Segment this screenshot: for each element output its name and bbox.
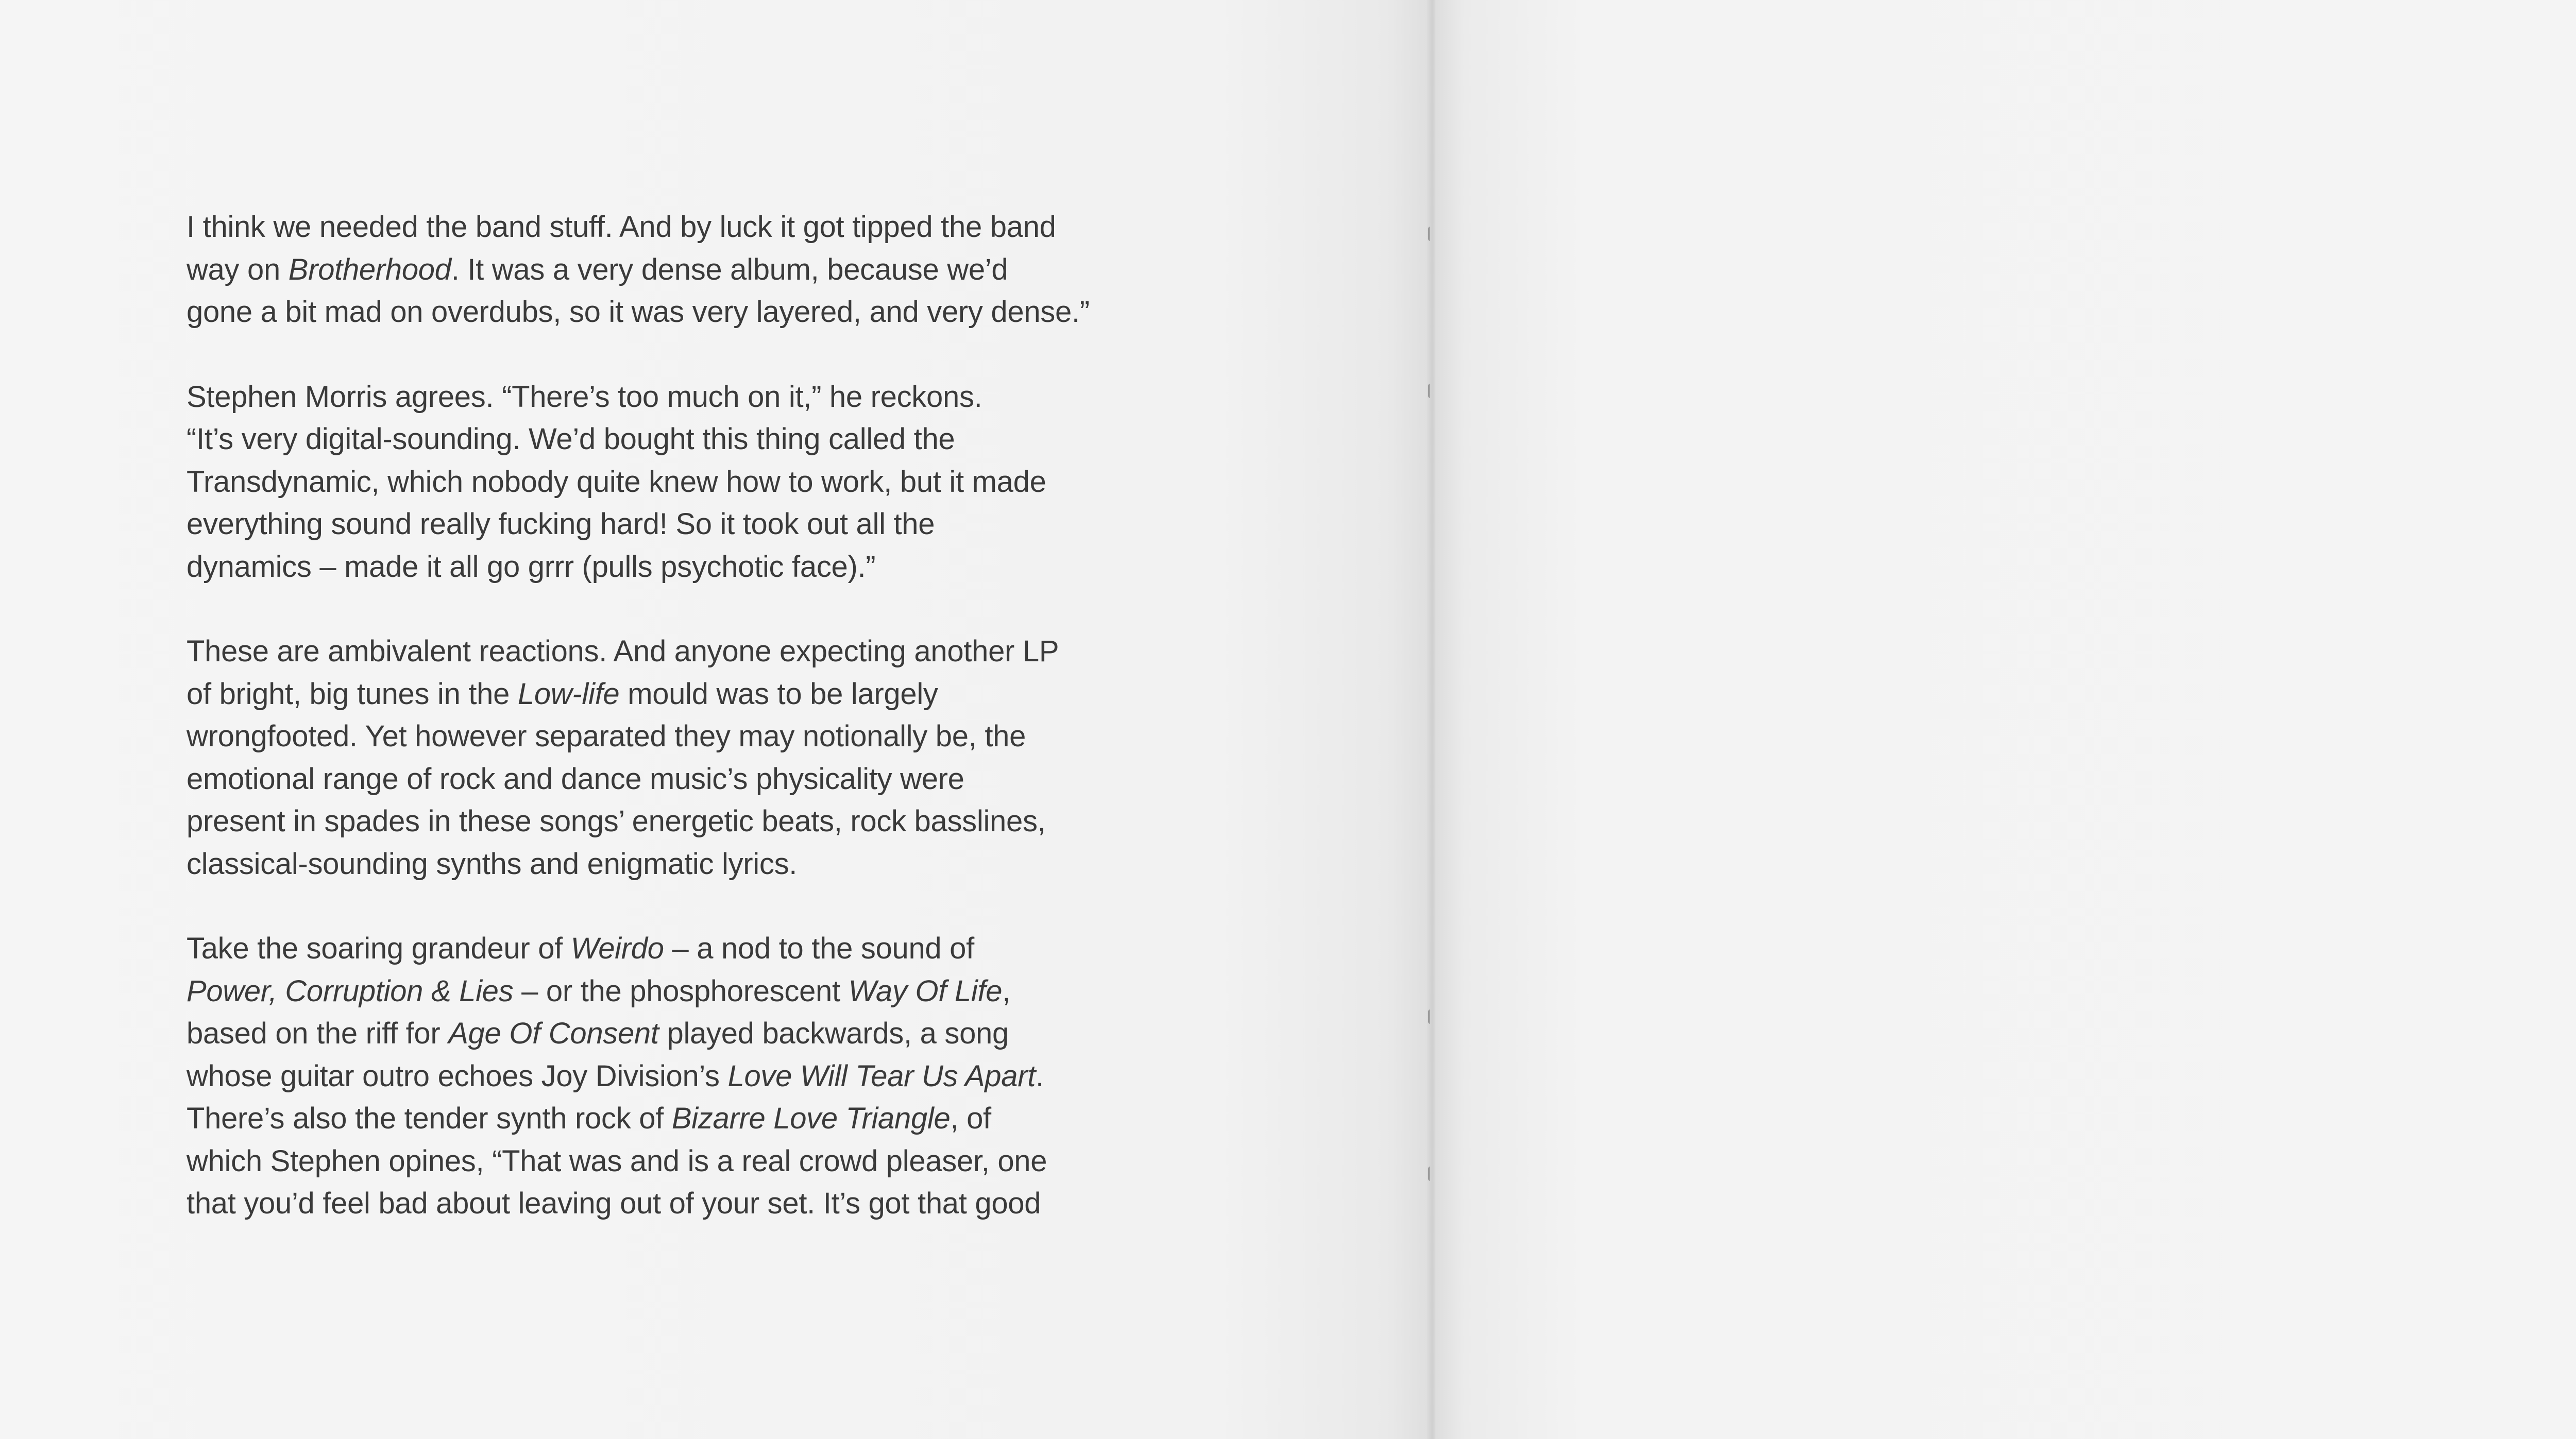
staple-lower (1428, 1009, 1435, 1024)
text-line (187, 1055, 1207, 1098)
text-segment: Take the soaring grandeur of (187, 932, 571, 965)
text-segment: Transdynamic, which nobody quite knew how to work, but it made (187, 465, 1046, 499)
right-page (1435, 0, 2576, 1439)
text-segment: classical-sounding synths and enigmatic lyrics. (187, 847, 798, 881)
text-line (187, 418, 1207, 461)
paragraph (187, 630, 1207, 885)
text-segment: – or the phosphorescent (513, 974, 849, 1008)
text-line (187, 1098, 1207, 1140)
text-segment: emotional range of rock and dance music’s physicality were (187, 762, 964, 796)
staple-upper (1428, 384, 1435, 398)
text-segment: played backwards, a song (658, 1017, 1009, 1050)
text-segment: I think we needed the band stuff. And by luck it got tipped the band (187, 210, 1056, 244)
text-segment: , of (950, 1102, 991, 1135)
text-segment: . It was a very dense album, because we’d (451, 252, 1008, 286)
left-page-text (187, 206, 1207, 1225)
text-segment: way on (187, 252, 289, 286)
italic-title: Way Of Life (848, 974, 1003, 1008)
text-line (187, 1140, 1207, 1183)
text-segment: – a nod to the sound of (664, 932, 974, 965)
text-line (187, 758, 1207, 801)
text-line (187, 630, 1207, 673)
paragraph (187, 206, 1207, 334)
italic-title: Love Will Tear Us Apart (727, 1059, 1036, 1093)
text-segment: , (1002, 974, 1011, 1008)
text-segment: Stephen Morris agrees. “There’s too much on it,” he reckons. (187, 380, 982, 414)
text-segment: present in spades in these songs’ energetic beats, rock basslines, (187, 804, 1046, 838)
text-segment: based on the riff for (187, 1017, 449, 1050)
text-segment: which Stephen opines, “That was and is a real crowd pleaser, one (187, 1144, 1047, 1178)
text-line (187, 291, 1207, 334)
text-segment: mould was to be largely (619, 677, 938, 711)
text-line (187, 503, 1207, 546)
text-line (187, 376, 1207, 419)
italic-title: Power, Corruption & Lies (187, 974, 514, 1008)
text-segment: “It’s very digital-sounding. We’d bought this thing called the (187, 422, 955, 456)
text-segment: whose guitar outro echoes Joy Division’s (187, 1059, 728, 1093)
text-line (187, 206, 1207, 249)
italic-title: Low-life (517, 677, 620, 711)
text-segment: that you’d feel bad about leaving out of your set. It’s got that good (187, 1187, 1041, 1220)
staple-bottom (1428, 1167, 1435, 1181)
text-segment: These are ambivalent reactions. And anyone expecting another LP (187, 635, 1059, 668)
text-line (187, 843, 1207, 886)
text-line (187, 1183, 1207, 1225)
text-segment: . (1036, 1059, 1044, 1093)
text-segment: everything sound really fucking hard! So it took out all the (187, 507, 935, 541)
text-segment: wrongfooted. Yet however separated they may notionally be, the (187, 720, 1026, 753)
text-line (187, 970, 1207, 1013)
italic-title: Age Of Consent (448, 1017, 659, 1050)
italic-title: Bizarre Love Triangle (671, 1102, 951, 1135)
text-segment: gone a bit mad on overdubs, so it was very layered, and very dense.” (187, 295, 1090, 329)
text-segment: of bright, big tunes in the (187, 677, 518, 711)
text-segment: There’s also the tender synth rock of (187, 1102, 672, 1135)
text-line (187, 1013, 1207, 1055)
text-line (187, 673, 1207, 716)
text-line (187, 928, 1207, 970)
staple-top (1428, 227, 1435, 241)
text-segment: dynamics – made it all go grrr (pulls psychotic face).” (187, 550, 876, 584)
italic-title: Brotherhood (288, 252, 451, 286)
paragraph (187, 928, 1207, 1225)
text-line (187, 800, 1207, 843)
text-line (187, 249, 1207, 292)
text-line (187, 715, 1207, 758)
paragraph (187, 376, 1207, 589)
text-line (187, 461, 1207, 504)
text-line (187, 546, 1207, 589)
italic-title: Weirdo (570, 932, 664, 965)
